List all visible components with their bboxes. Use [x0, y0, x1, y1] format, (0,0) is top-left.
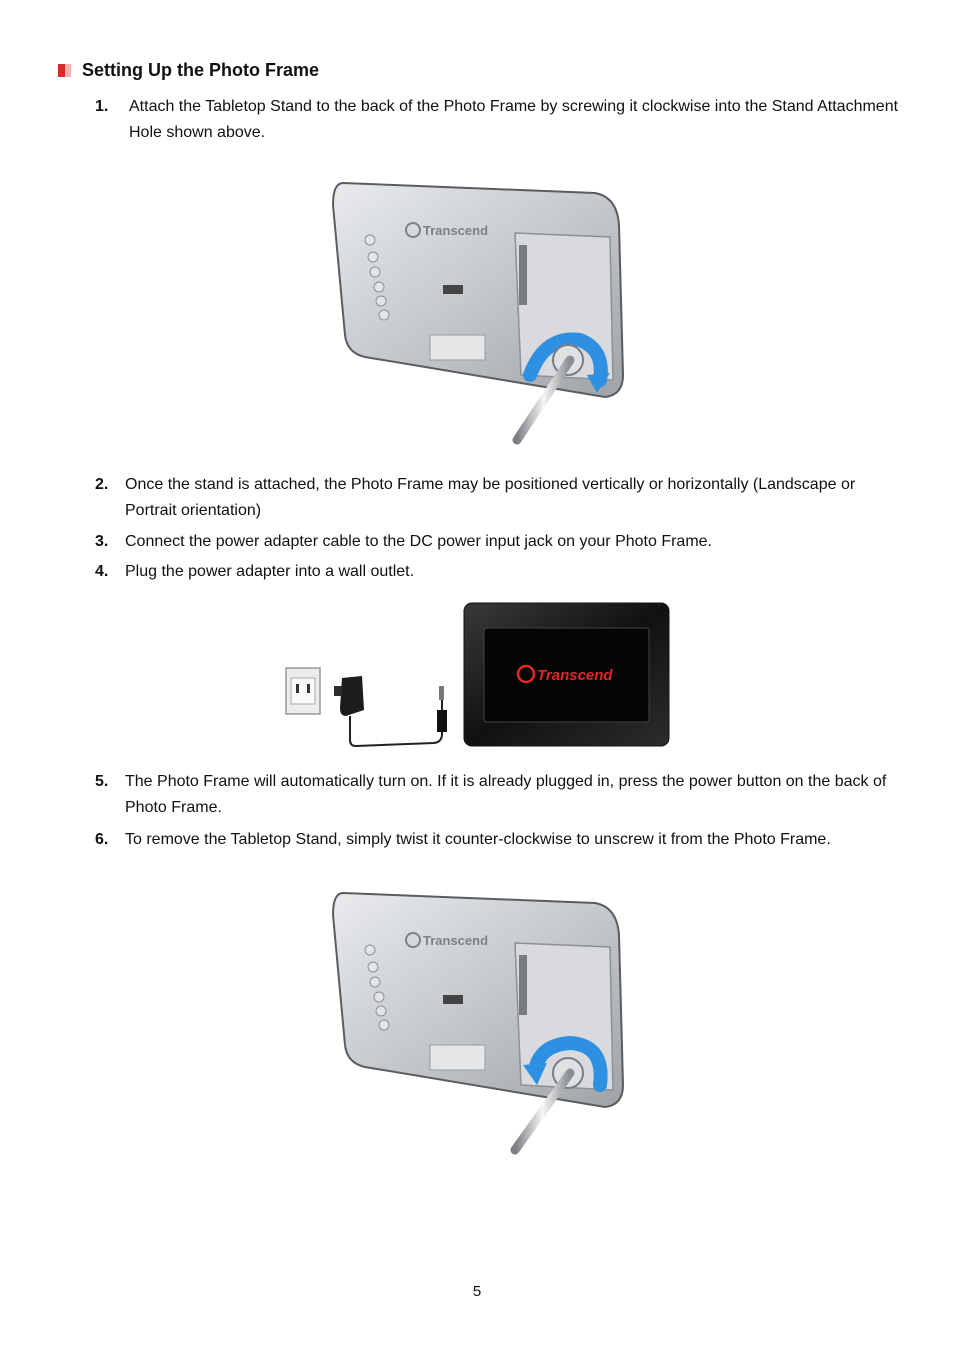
section-bullet-icon — [58, 64, 71, 77]
step-5 — [95, 769, 905, 821]
step-3 — [95, 529, 905, 555]
step-number: 5. — [95, 773, 109, 790]
step-number: 1. — [95, 98, 109, 115]
step-1 — [95, 94, 905, 146]
back-logo-text: Transcend — [423, 223, 489, 238]
section-title: Setting Up the Photo Frame — [82, 60, 320, 80]
step-text: Once the stand is attached, the Photo Frame may be positioned vertically or horizontally (Landscape or Portrait orientation) — [125, 476, 856, 519]
figure-frame-back-attach — [325, 175, 630, 450]
page-number: 5 — [472, 1283, 482, 1300]
back-logo-text: Transcend — [423, 933, 489, 948]
step-number: 3. — [95, 533, 109, 550]
step-text: To remove the Tabletop Stand, simply twist it counter-clockwise to unscrew it from the Photo Frame. — [125, 831, 831, 848]
figure-frame-back-remove — [325, 885, 630, 1160]
step-text: Plug the power adapter into a wall outlet. — [125, 563, 415, 580]
step-number: 2. — [95, 476, 109, 493]
front-logo-text: Transcend — [537, 667, 613, 684]
step-2 — [95, 472, 905, 524]
step-text: The Photo Frame will automatically turn on. If it is already plugged in, press the power button on the back of Photo Frame. — [125, 773, 887, 816]
step-text: Attach the Tabletop Stand to the back of the Photo Frame by screwing it clockwise into the Stand Attachment Hole shown above. — [129, 98, 899, 141]
step-number: 6. — [95, 831, 109, 848]
step-4 — [95, 559, 905, 585]
section-heading — [58, 60, 319, 81]
step-6 — [95, 827, 905, 853]
power-adapter-icon — [340, 676, 364, 716]
step-text: Connect the power adapter cable to the DC power input jack on your Photo Frame. — [125, 533, 712, 550]
figure-power-connection — [284, 600, 674, 752]
step-number: 4. — [95, 563, 109, 580]
